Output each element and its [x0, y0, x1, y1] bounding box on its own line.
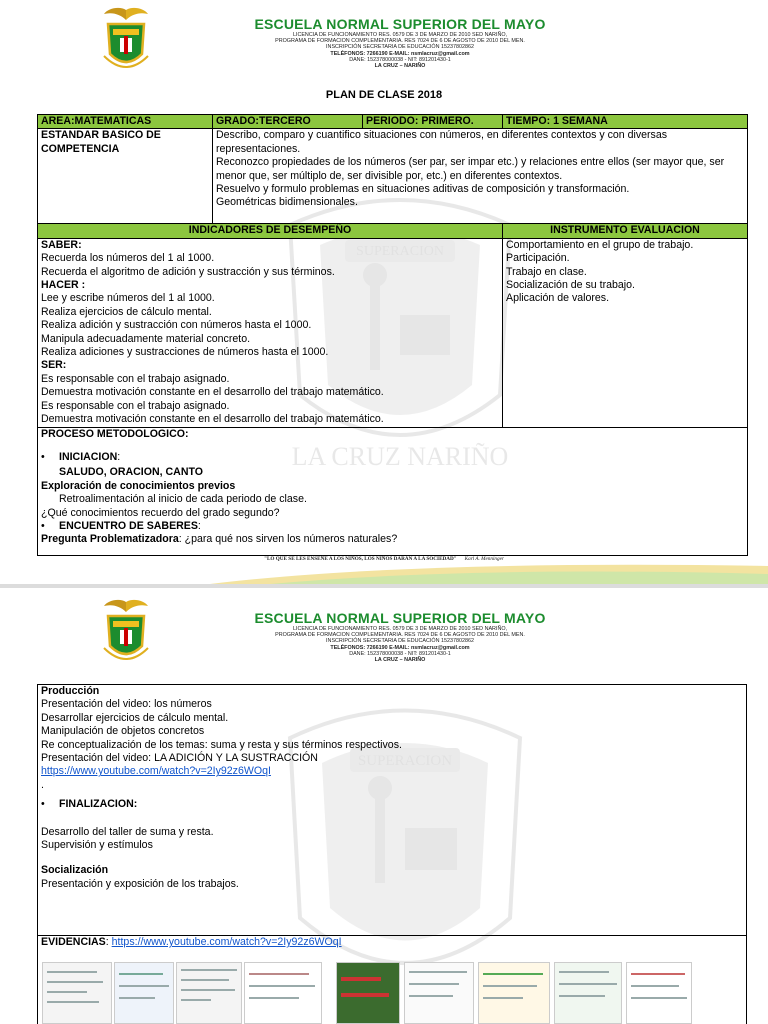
- encuentro-item: [41, 520, 744, 533]
- produccion-line: Manipulación de objetos concretos: [41, 725, 205, 738]
- proceso-content: [38, 427, 748, 555]
- tiempo-cell: TIEMPO: 1 SEMANA: [503, 115, 748, 129]
- header-line: LA CRUZ – NARIÑO: [374, 657, 426, 664]
- indicadores-row: [38, 238, 748, 427]
- estandar-content: [213, 129, 748, 224]
- iniciacion-item: [41, 451, 744, 464]
- exploracion-label: Exploración de conocimientos previos: [41, 479, 236, 492]
- bullet-icon: •: [41, 798, 45, 811]
- quote-author: Karl A. Menninger: [464, 556, 504, 562]
- evidence-thumbnail[interactable]: [244, 962, 322, 1024]
- produccion-line: Desarrollar ejercicios de cálculo mental.: [41, 711, 229, 724]
- header-line: PROGRAMA DE FORMACION COMPLEMENTARIA. RES 7024 DE 6 DE AGOSTO DE 2010 DEL MEN.: [275, 38, 525, 45]
- header-line: DANE: 152378000038 - NIT: 891201430-1: [349, 650, 451, 657]
- indicator-line: Demuestra motivación constante en el desarrollo del trabajo matemático.: [41, 413, 384, 426]
- estandar-label: ESTANDAR BASICO DE COMPETENCIA: [38, 129, 213, 224]
- pregunta-previa: ¿Qué conocimientos recuerdo del grado segundo?: [41, 506, 280, 519]
- indicator-line: Lee y escribe números del 1 al 1000.: [41, 292, 215, 305]
- indicator-line: Realiza adición y sustracción con números hasta el 1000.: [41, 319, 312, 332]
- evidence-thumbnail[interactable]: [114, 962, 174, 1024]
- school-name: ESCUELA NORMAL SUPERIOR DEL MAYO: [254, 610, 546, 626]
- finalizacion-label: FINALIZACION:: [59, 798, 138, 811]
- pregunta-label: Pregunta Problematizadora: [41, 533, 179, 546]
- saludo-text: SALUDO, ORACION, CANTO: [59, 466, 203, 479]
- indicator-line: Es responsable con el trabajo asignado.: [41, 399, 230, 412]
- watermark-banner-text: SUPERACION: [357, 753, 453, 769]
- pregunta-text: : ¿para qué nos sirven los números naturales?: [178, 533, 398, 546]
- proceso-label: PROCESO METODOLOGICO:: [41, 427, 189, 440]
- plan-title: PLAN DE CLASE 2018: [325, 89, 443, 101]
- periodo-cell: PERIODO: PRIMERO.: [363, 115, 503, 129]
- indicadores-content: [38, 238, 503, 427]
- instrument-line: Participación.: [506, 252, 570, 265]
- produccion-line: Presentación del video: LA ADICIÓN Y LA SUSTRACCIÓN: [41, 752, 318, 765]
- evidencias-colon: :: [105, 936, 112, 948]
- evidence-thumbnail[interactable]: [478, 962, 550, 1024]
- estandar-line: Resuelvo y formulo problemas en situaciones aditivas de composición y transformación.: [216, 183, 630, 196]
- header-line: INSCRIPCIÓN SECRETARIA DE EDUCACIÓN 15237802862: [326, 638, 474, 645]
- school-name: ESCUELA NORMAL SUPERIOR DEL MAYO: [254, 16, 546, 32]
- produccion-row: [38, 685, 747, 936]
- header-line: LICENCIA DE FUNCIONAMIENTO RES. 0579 DE 3 DE MARZO DE 2010 SED NARIÑO,: [292, 626, 508, 632]
- estandar-line: Reconozco propiedades de los números (ser par, ser impar etc.) y relaciones entre ellos (ser mayor que, ser menor que, ser múltiplo de, ser divisible por, etc.) en diferentes contextos.: [216, 156, 725, 182]
- indicadores-header-row: [38, 224, 748, 238]
- iniciacion-colon: :: [117, 450, 121, 463]
- evidencias-link[interactable]: https://www.youtube.com/watch?v=2Iy92z6WOqI: [111, 936, 342, 948]
- plan-table: [37, 114, 748, 556]
- header-line: LICENCIA DE FUNCIONAMIENTO RES. 0579 DE 3 DE MARZO DE 2010 SED NARIÑO,: [292, 32, 508, 38]
- produccion-content: [38, 685, 747, 936]
- quote-text: "LO QUE SE LES ENSEÑE A LOS NIÑOS, LOS NIÑOS DARÁN A LA SOCIEDAD": [264, 556, 457, 562]
- header-line: TELÉFONOS: 7266190 E-MAIL: nsmlacruz@gmail.com: [330, 50, 470, 57]
- ser-label: SER:: [41, 359, 67, 372]
- evidencias-label: EVIDENCIAS: [41, 936, 106, 948]
- watermark-banner-text: SUPERACION: [356, 244, 444, 259]
- instrumento-header: INSTRUMENTO EVALUACION: [503, 224, 748, 238]
- header-line: INSCRIPCIÓN SECRETARIA DE EDUCACIÓN 15237802862: [326, 44, 474, 51]
- indicator-line: Recuerda el algoritmo de adición y sustracción y sus términos.: [41, 265, 335, 278]
- footer-decoration: [210, 560, 768, 584]
- evidence-thumbnail[interactable]: [176, 962, 242, 1024]
- evidence-thumbnails: [42, 962, 692, 1024]
- encuentro-label: ENCUENTRO DE SABERES: [59, 519, 198, 532]
- retro-text: Retroalimentación al inicio de cada periodo de clase.: [59, 493, 307, 506]
- evidence-thumbnail[interactable]: [336, 962, 400, 1024]
- school-logo: [98, 6, 154, 76]
- grado-cell: GRADO:TERCERO: [213, 115, 363, 129]
- final-line: Supervisión y estímulos: [41, 839, 153, 852]
- evidence-thumbnail[interactable]: [626, 962, 692, 1024]
- header-line: TELÉFONOS: 7266190 E-MAIL: nsmlacruz@gmail.com: [330, 644, 470, 651]
- bullet-icon: •: [41, 519, 45, 532]
- dot-text: .: [41, 778, 44, 791]
- header-line: DANE: 152378000038 - NIT: 891201430-1: [349, 56, 451, 63]
- evidence-thumbnail[interactable]: [554, 962, 622, 1024]
- indicator-line: Es responsable con el trabajo asignado.: [41, 372, 230, 385]
- finalizacion-item: [41, 798, 743, 811]
- pregunta-problematizadora: [41, 533, 744, 546]
- saber-label: SABER:: [41, 238, 82, 251]
- header-line: PROGRAMA DE FORMACION COMPLEMENTARIA. RES 7024 DE 6 DE AGOSTO DE 2010 DEL MEN.: [275, 632, 525, 639]
- indicator-line: Demuestra motivación constante en el desarrollo del trabajo matemático.: [41, 386, 384, 399]
- estandar-line: Geométricas bidimensionales.: [216, 196, 358, 209]
- hacer-label: HACER :: [41, 279, 86, 292]
- estandar-row: [38, 129, 748, 224]
- indicator-line: Realiza adiciones y sustracciones de números hasta el 1000.: [41, 346, 329, 359]
- encuentro-colon: :: [197, 519, 201, 532]
- iniciacion-label: INICIACION: [59, 450, 118, 463]
- evidence-thumbnail[interactable]: [404, 962, 474, 1024]
- instrument-line: Aplicación de valores.: [506, 292, 610, 305]
- indicadores-header: INDICADORES DE DESEMPEÑO: [38, 224, 503, 238]
- watermark-base-text: LA CRUZ NARIÑO: [291, 442, 509, 471]
- estandar-line: Describo, comparo y cuantifico situaciones con números, en diferentes contextos y con diversas representaciones.: [216, 129, 668, 155]
- school-header: [230, 16, 570, 69]
- bullet-icon: •: [41, 450, 45, 463]
- produccion-line: Presentación del video: los números: [41, 698, 212, 711]
- instrument-line: Comportamiento en el grupo de trabajo.: [506, 238, 694, 251]
- indicator-line: Realiza ejercicios de cálculo mental.: [41, 305, 212, 318]
- video-link[interactable]: https://www.youtube.com/watch?v=2Iy92z6WOqI: [41, 765, 271, 778]
- area-cell: AREA:MATEMATICAS: [38, 115, 213, 129]
- produccion-line: Re conceptualización de los temas: suma y resta y sus términos respectivos.: [41, 738, 402, 751]
- info-row: [38, 115, 748, 129]
- indicator-line: Manipula adecuadamente material concreto.: [41, 332, 251, 345]
- final-line: Desarrollo del taller de suma y resta.: [41, 825, 214, 838]
- socializacion-label: Socialización: [41, 864, 109, 877]
- instrumento-content: [503, 238, 748, 427]
- proceso-row: [38, 427, 748, 555]
- header-line: LA CRUZ – NARIÑO: [374, 63, 426, 70]
- produccion-label: Producción: [41, 685, 100, 697]
- school-header: [230, 610, 570, 663]
- document-page-2: [0, 588, 768, 1024]
- socializacion-text: Presentación y exposición de los trabajos.: [41, 877, 239, 890]
- evidence-thumbnail[interactable]: [42, 962, 112, 1024]
- indicator-line: Recuerda los números del 1 al 1000.: [41, 252, 215, 265]
- instrument-line: Socialización de su trabajo.: [506, 279, 635, 292]
- instrument-line: Trabajo en clase.: [506, 265, 587, 278]
- school-logo: [98, 598, 154, 668]
